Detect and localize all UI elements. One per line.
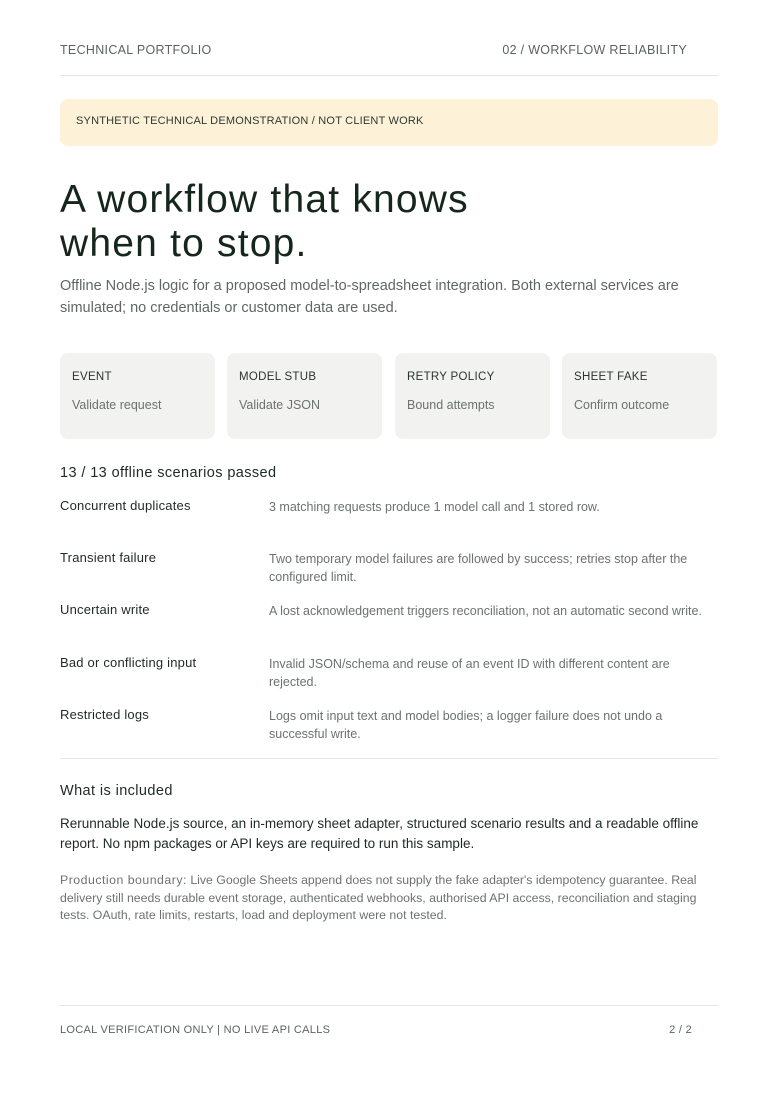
boundary-text: Live Google Sheets append does not supply the fake adapter's idempotency guarantee. Real delivery still needs durable event storage, authenticated webhooks, authorised API access, reconciliation and staging tests. OAuth, rate limits, restarts, load and deployment were not tested. bbox=[60, 873, 697, 922]
production-boundary-note bbox=[60, 872, 720, 925]
section-divider bbox=[60, 758, 718, 759]
step-card-sheet-fake bbox=[562, 353, 717, 439]
page-footer bbox=[60, 1024, 718, 1038]
workflow-steps bbox=[60, 353, 718, 439]
included-heading: What is included bbox=[60, 783, 173, 799]
step-value: Validate JSON bbox=[239, 398, 321, 412]
scenario-name: Transient failure bbox=[60, 550, 157, 565]
scenario-name: Concurrent duplicates bbox=[60, 498, 191, 513]
page-header bbox=[60, 43, 718, 59]
header-divider bbox=[60, 75, 718, 76]
title-line-1: A workflow that knows bbox=[60, 178, 469, 221]
scenario-row bbox=[60, 707, 718, 759]
scenario-description: 3 matching requests produce 1 model call and 1 stored row. bbox=[269, 500, 600, 514]
footer-divider bbox=[60, 1005, 718, 1006]
step-key: RETRY POLICY bbox=[407, 371, 495, 383]
verification-note: LOCAL VERIFICATION ONLY | NO LIVE API CALLS bbox=[60, 1024, 331, 1036]
step-value: Validate request bbox=[72, 398, 162, 412]
boundary-label: Production boundary: bbox=[60, 873, 187, 887]
scenario-description: Logs omit input text and model bodies; a logger failure does not undo a successful write. bbox=[269, 709, 663, 741]
intro-paragraph: Offline Node.js logic for a proposed model-to-spreadsheet integration. Both external services are simulated; no credentials or customer data are used. bbox=[60, 278, 679, 316]
step-key: MODEL STUB bbox=[239, 371, 317, 383]
scenarios-heading: 13 / 13 offline scenarios passed bbox=[60, 465, 277, 481]
scenario-name: Restricted logs bbox=[60, 707, 149, 722]
step-value: Confirm outcome bbox=[574, 398, 670, 412]
step-key: SHEET FAKE bbox=[574, 371, 648, 383]
included-paragraph: Rerunnable Node.js source, an in-memory sheet adapter, structured scenario results and a readable offline report. No npm packages or API keys are required to run this sample. bbox=[60, 816, 699, 851]
scenario-row bbox=[60, 655, 718, 707]
scenario-row bbox=[60, 498, 718, 550]
section-label: 02 / WORKFLOW RELIABILITY bbox=[502, 43, 687, 57]
step-card-model-stub bbox=[227, 353, 382, 439]
step-value: Bound attempts bbox=[407, 398, 495, 412]
scenario-row bbox=[60, 602, 718, 654]
scenario-description: Invalid JSON/schema and reuse of an event ID with different content are rejected. bbox=[269, 657, 670, 689]
title-line-2: when to stop. bbox=[60, 222, 308, 265]
step-key: EVENT bbox=[72, 371, 112, 383]
disclaimer-banner bbox=[60, 99, 718, 146]
step-card-retry-policy bbox=[395, 353, 550, 439]
scenario-description: Two temporary model failures are followed by success; retries stop after the configured limit. bbox=[269, 552, 688, 584]
scenario-description: A lost acknowledgement triggers reconciliation, not an automatic second write. bbox=[269, 604, 702, 618]
document-page bbox=[60, 0, 718, 1100]
step-card-event bbox=[60, 353, 215, 439]
scenario-name: Bad or conflicting input bbox=[60, 655, 197, 670]
page-title bbox=[60, 178, 620, 266]
portfolio-label: TECHNICAL PORTFOLIO bbox=[60, 43, 212, 57]
scenario-row bbox=[60, 550, 718, 602]
disclaimer-text: SYNTHETIC TECHNICAL DEMONSTRATION / NOT CLIENT WORK bbox=[76, 115, 424, 127]
scenario-name: Uncertain write bbox=[60, 602, 150, 617]
page-number: 2 / 2 bbox=[669, 1024, 692, 1036]
